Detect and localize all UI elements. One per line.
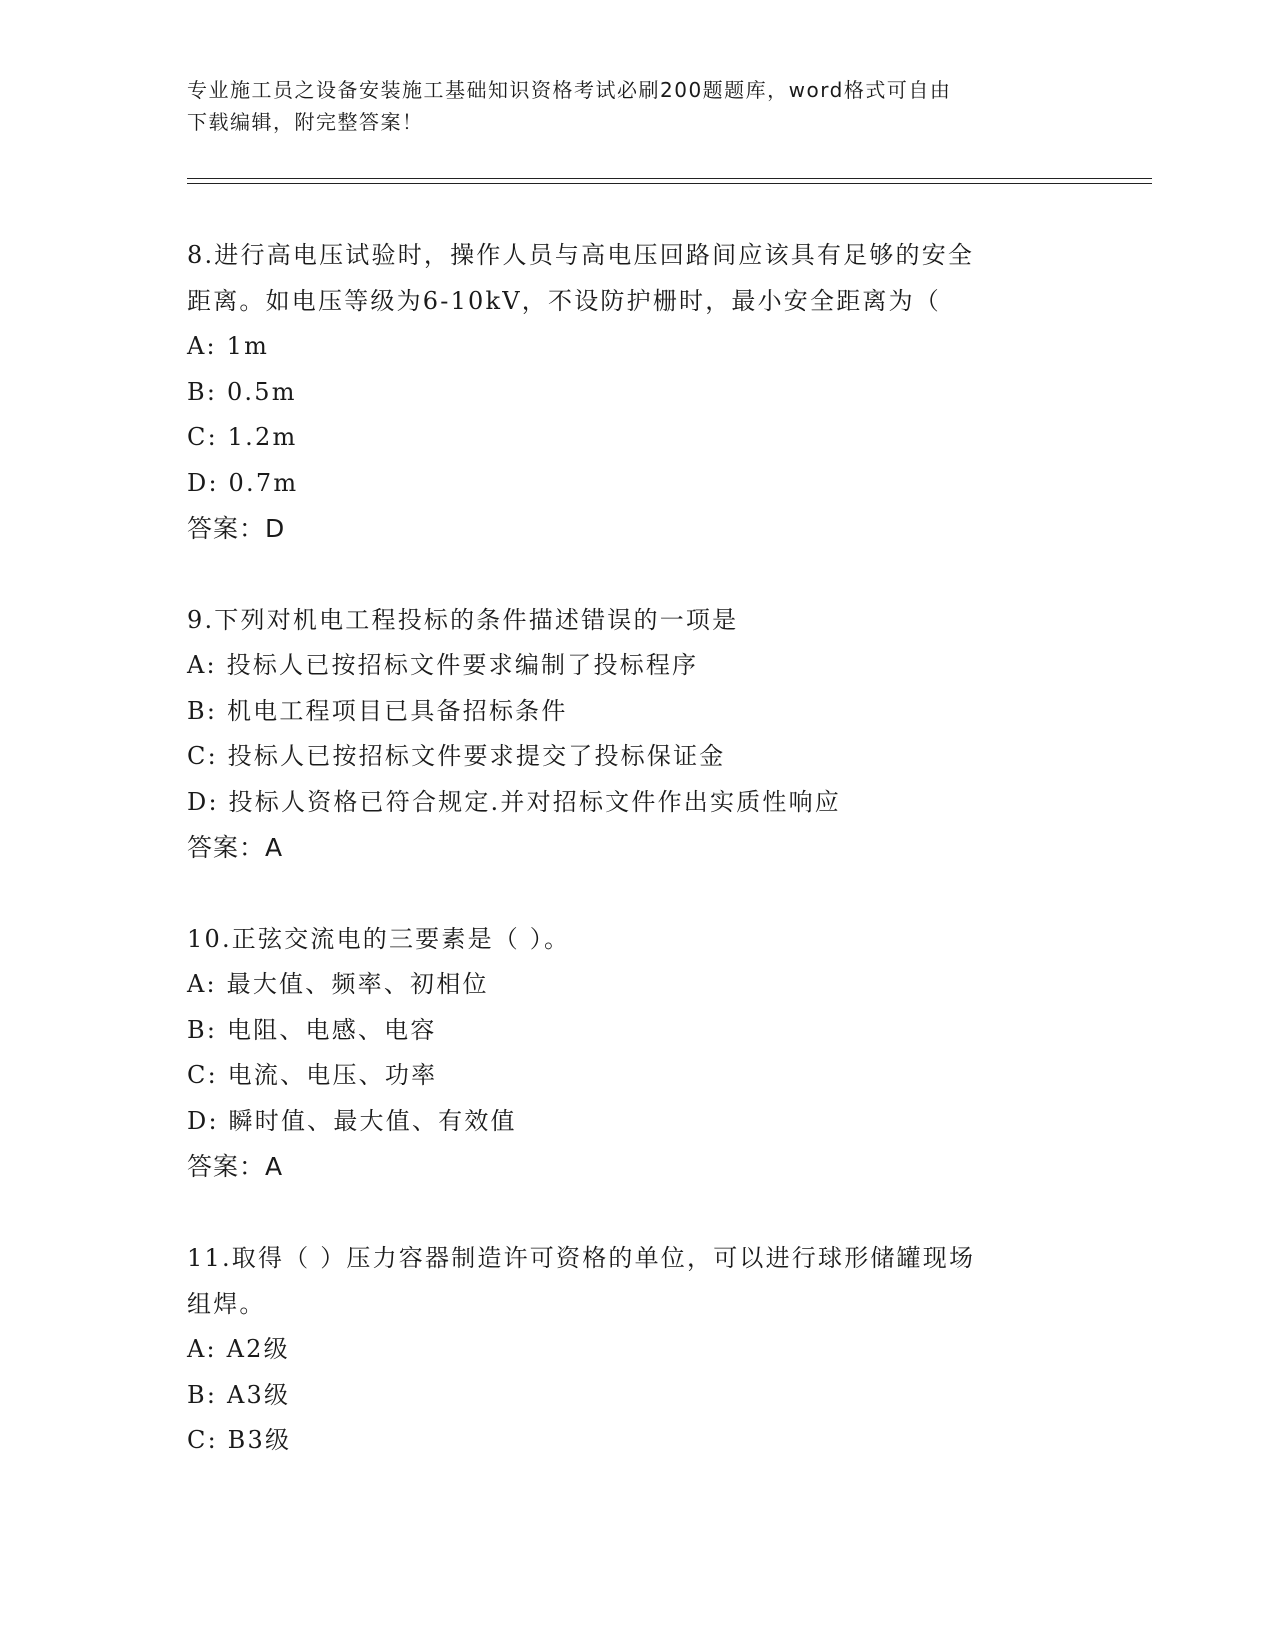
question-stem: 9.下列对机电工程投标的条件描述错误的一项是: [187, 606, 739, 634]
question-option: B: 机电工程项目已具备招标条件: [187, 696, 568, 725]
question-answer: 答案：D: [187, 514, 286, 543]
question-option: C: 投标人已按招标文件要求提交了投标保证金: [187, 742, 726, 770]
question-option: A: A2级: [187, 1335, 290, 1363]
question-stem: 距离。如电压等级为6-10kV，不设防护栅时，最小安全距离为（: [187, 287, 941, 315]
question-item: [187, 916, 1067, 1190]
header-line-1: 专业施工员之设备安装施工基础知识资格考试必刷200题题库，word格式可自由: [187, 78, 952, 102]
question-option: A: 最大值、频率、初相位: [187, 970, 489, 998]
question-option: B: 电阻、电感、电容: [187, 1015, 437, 1044]
question-option: A: 1m: [187, 332, 270, 360]
question-option: D: 投标人资格已符合规定.并对招标文件作出实质性响应: [187, 787, 841, 816]
header-rule-top: [187, 178, 1152, 179]
question-stem: 11.取得（ ）压力容器制造许可资格的单位，可以进行球形储罐现场: [187, 1244, 976, 1272]
question-item: [187, 232, 1067, 552]
header-line-2: 下载编辑，附完整答案！: [187, 110, 424, 134]
header-rule-bottom: [187, 183, 1152, 184]
question-list: [187, 232, 1067, 1509]
question-answer: 答案：A: [187, 833, 284, 862]
question-option: B: 0.5m: [187, 377, 297, 406]
question-option: C: B3级: [187, 1426, 292, 1454]
question-option: D: 瞬时值、最大值、有效值: [187, 1106, 517, 1135]
question-option: D: 0.7m: [187, 468, 299, 497]
document-header: [187, 74, 1067, 138]
question-item: [187, 597, 1067, 871]
question-answer: 答案：A: [187, 1152, 284, 1181]
question-option: B: A3级: [187, 1380, 291, 1409]
question-option: A: 投标人已按招标文件要求编制了投标程序: [187, 651, 699, 679]
question-stem: 8.进行高电压试验时，操作人员与高电压回路间应该具有足够的安全: [187, 241, 975, 269]
question-option: C: 电流、电压、功率: [187, 1061, 438, 1089]
question-stem: 10.正弦交流电的三要素是（ ）。: [187, 925, 571, 953]
question-item: [187, 1235, 1067, 1464]
question-stem: 组焊。: [187, 1290, 266, 1318]
question-option: C: 1.2m: [187, 423, 298, 451]
